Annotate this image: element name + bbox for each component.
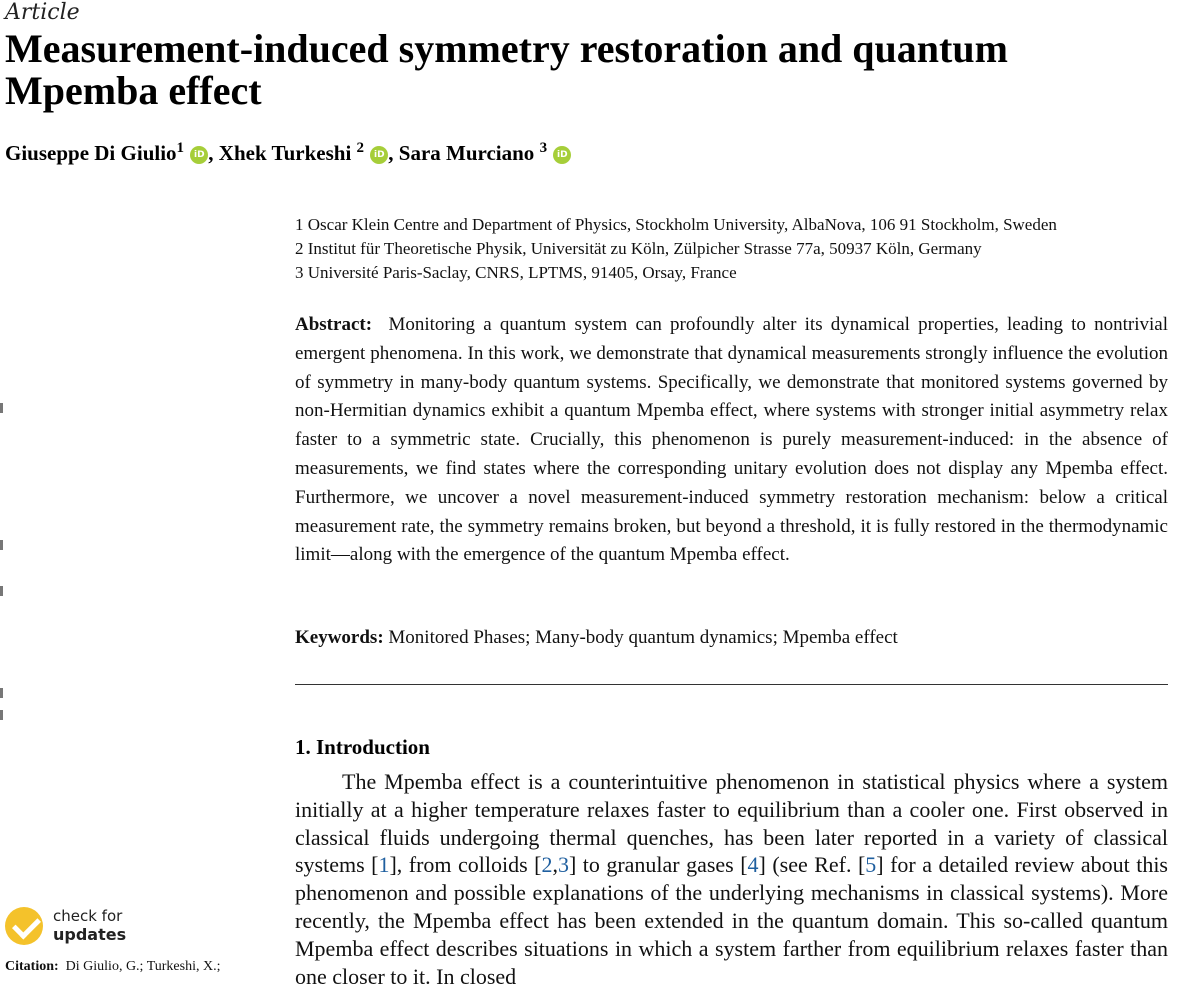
citation-link[interactable]: 3 (557, 852, 569, 878)
author-affil-number: 1 (176, 140, 185, 156)
affiliation-line: 3 Université Paris-Saclay, CNRS, LPTMS, 91405, Orsay, France (295, 263, 737, 282)
citation-label: Citation: (5, 959, 59, 974)
margin-marker (0, 540, 9, 550)
article-type: Article (5, 0, 80, 25)
citation-text: Di Giulio, G.; Turkeshi, X.; (65, 959, 221, 974)
check-for-updates-badge[interactable] (5, 905, 145, 947)
affiliation-line: 1 Oscar Klein Centre and Department of Physics, Stockholm University, AlbaNova, 106 91 Stockholm, Sweden (295, 215, 1057, 234)
citation-link[interactable]: 1 (378, 852, 390, 878)
citation-box (5, 957, 275, 977)
body-text: The Mpemba effect is a counterintuitive phenomenon in statistical physics where a system initially at a higher temperature relaxes faster to equilibrium than a cooler one. First observed in classical fluids undergoing thermal quenches, has been later reported in a variety of classical systems [ (295, 769, 1168, 878)
author-affil-number: 2 (356, 140, 365, 156)
keywords-text: Monitored Phases; Many-body quantum dynamics; Mpemba effect (388, 627, 898, 648)
affiliation-line: 2 Institut für Theoretische Physik, Universität zu Köln, Zülpicher Strasse 77a, 50937 Köln, Germany (295, 239, 982, 258)
paper-title: Measurement-induced symmetry restoration and quantum Mpemba effect (5, 26, 1008, 113)
author-name: Sara Murciano (398, 141, 535, 165)
body-text: , (552, 852, 558, 878)
checkmark-icon (5, 907, 43, 945)
citation-link[interactable]: 5 (865, 852, 877, 878)
body-text: ] for a detailed review about this phenomenon and possible explanations of the underlying mechanisms in classical systems). More recently, the Mpemba effect has been extended in the quantum domain. This so-called quantum Mpemba effect describes situations in which a system farther from equilibrium relaxes faster than one closer to it. In closed (295, 852, 1168, 989)
orcid-icon[interactable]: iD (553, 146, 571, 164)
affiliations (295, 213, 1175, 285)
body-text: ], from colloids [ (389, 852, 542, 878)
section-heading: 1. Introduction (295, 735, 430, 759)
author-name: Xhek Turkeshi (218, 141, 352, 165)
section-divider (295, 684, 1168, 685)
abstract (295, 311, 1168, 570)
margin-marker (0, 586, 9, 596)
author-name: Giuseppe Di Giulio (5, 141, 177, 165)
author-list: Giuseppe Di Giulio$^1$ iD , Xhek Turkeshi $^2$ iD , Sara Murciano $^3$ iD (5, 140, 571, 166)
keywords-label: Keywords: (295, 627, 384, 648)
introduction-paragraph (295, 768, 1168, 990)
badge-text-bold: updates (53, 925, 127, 944)
margin-marker (0, 403, 9, 413)
author-affil-number: 3 (539, 140, 548, 156)
orcid-icon[interactable]: iD (370, 146, 388, 164)
orcid-icon[interactable]: iD (190, 146, 208, 164)
body-text: ] (see Ref. [ (758, 852, 866, 878)
abstract-text: Monitoring a quantum system can profoundly alter its dynamical properties, leading to nontrivial emergent phenomena. In this work, we demonstrate that dynamical measurements strongly influence the evolution of symmetry in many-body quantum systems. Specifically, we demonstrate that monitored systems governed by non-Hermitian dynamics exhibit a quantum Mpemba effect, where systems with stronger initial asymmetry relax faster to a symmetric state. Crucially, this phenomenon is purely measurement-induced: in the absence of measurements, we find states where the corresponding unitary evolution does not display any Mpemba effect. Furthermore, we uncover a novel measurement-induced symmetry restoration mechanism: below a critical measurement rate, the symmetry remains broken, but beyond a threshold, it is fully restored in the thermodynamic limit—along with the emergence of the quantum Mpemba effect. (295, 314, 1169, 566)
margin-marker (0, 710, 9, 720)
margin-marker (0, 688, 9, 698)
citation-link[interactable]: 2 (541, 852, 553, 878)
body-text: ] to granular gases [ (568, 852, 748, 878)
keywords (295, 625, 1175, 651)
citation-link[interactable]: 4 (747, 852, 759, 878)
abstract-label: Abstract: (295, 314, 373, 335)
badge-text: check for (53, 907, 123, 925)
